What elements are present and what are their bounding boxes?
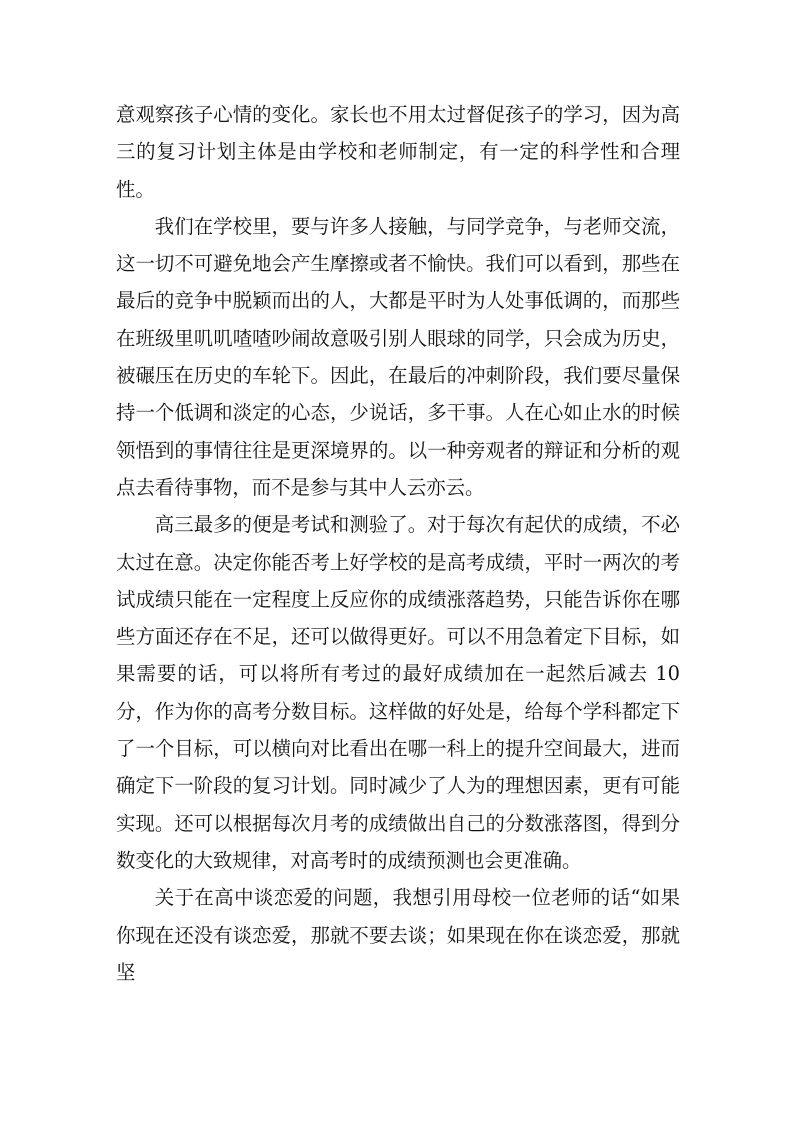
paragraph-3: 高三最多的便是考试和测验了。对于每次有起伏的成绩，不必太过在意。决定你能否考上好学校的是高考成绩，平时一两次的考试成绩只能在一定程度上反应你的成绩涨落趋势，只能告诉你在哪些方面还存在不足，还可以做得更好。可以不用急着定下目标，如果需要的话，可以将所有考过的最好成绩加在一起然后减去 10 分，作为你的高考分数目标。这样做的好处是，给每个学科都定下了一个目标，可以横向对比看出在哪一科上的提升空间最大，进而确定下一阶段的复习计划。同时减少了人为的理想因素，更有可能实现。还可以根据每次月考的成绩做出自己的分数涨落图，得到分数变化的大致规律，对高考时的成绩预测也会更准确。 <box>116 513 680 872</box>
document-body <box>116 96 680 991</box>
paragraph-1: 意观察孩子心情的变化。家长也不用太过督促孩子的学习，因为高三的复习计划主体是由学校和老师制定，有一定的科学性和合理性。 <box>116 103 680 201</box>
paragraph-2: 我们在学校里，要与许多人接触，与同学竞争，与老师交流，这一切不可避免地会产生摩擦或者不愉快。我们可以看到，那些在最后的竞争中脱颖而出的人，大都是平时为人处事低调的，而那些在班级里叽叽喳喳吵闹故意吸引别人眼球的同学，只会成为历史，被碾压在历史的车轮下。因此，在最后的冲刺阶段，我们要尽量保持一个低调和淡定的心态，少说话，多干事。人在心如止水的时候领悟到的事情往往是更深境界的。以一种旁观者的辩证和分析的观点去看待事物，而不是参与其中人云亦云。 <box>116 214 680 499</box>
paragraph-4: 关于在高中谈恋爱的问题，我想引用母校一位老师的话“如果你现在还没有谈恋爱，那就不要去谈；如果现在你在谈恋爱，那就坚 <box>116 886 680 984</box>
